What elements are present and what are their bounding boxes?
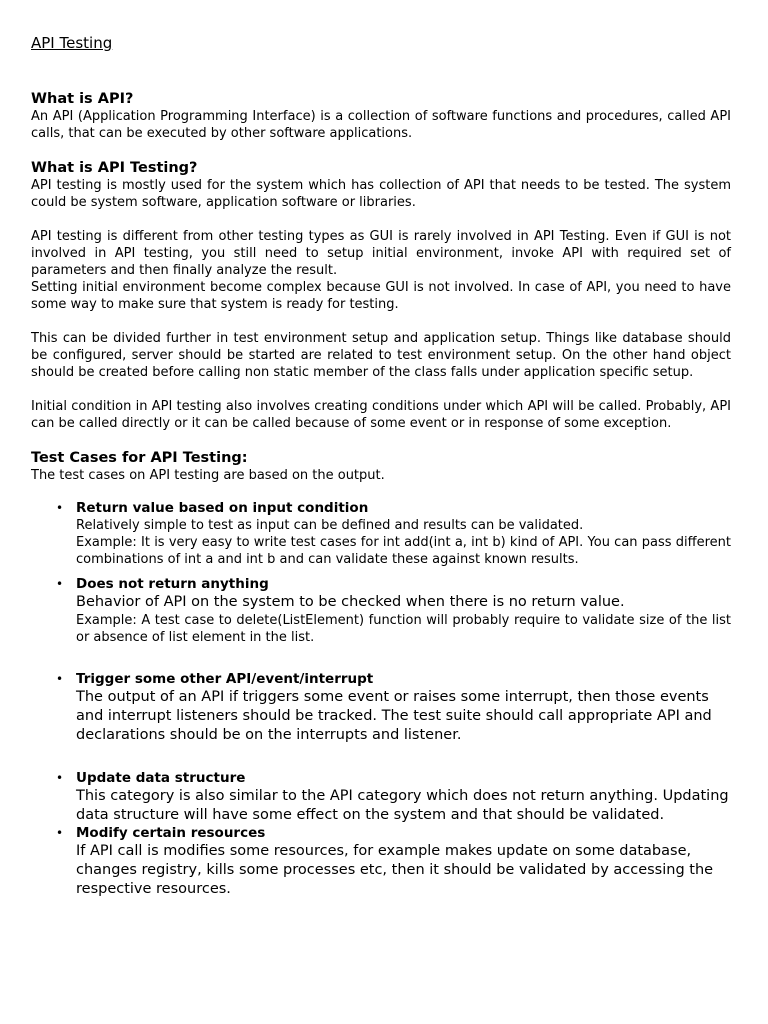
- list-item: [31, 825, 731, 899]
- test-case-list: [31, 500, 731, 899]
- paragraph-api-testing-2: API testing is different from other testing types as GUI is rarely involved in API Testing. Even if GUI is not involved in API testing, you still need to setup initial environment, invoke API with required set of parameters and then finally analyze the result.: [31, 229, 731, 278]
- list-item-description: If API call is modifies some resources, for example makes update on some database, changes registry, kills some processes etc, then it should be validated by accessing the respective resources.: [76, 843, 714, 897]
- paragraph-api-testing-4: This can be divided further in test environment setup and application setup. Things like database should be configured, server should be started are related to test environment setup. On the other hand object should be created before calling non static member of the class falls under application specific setup.: [31, 331, 731, 380]
- heading-what-is-api: What is API?: [31, 91, 134, 107]
- heading-what-is-api-testing: What is API Testing?: [31, 160, 198, 176]
- list-item-description: Behavior of API on the system to be checked when there is no return value.: [76, 594, 625, 610]
- document-title: API Testing: [31, 34, 113, 52]
- list-item-title: Does not return anything: [76, 576, 269, 592]
- list-item: [31, 576, 731, 646]
- paragraph-test-cases-intro: The test cases on API testing are based on the output.: [31, 468, 385, 483]
- bullet: •: [56, 771, 64, 785]
- list-item: [31, 500, 731, 568]
- list-item: [31, 671, 731, 745]
- list-item-example: Example: It is very easy to write test cases for int add(int a, int b) kind of API. You can pass different combinations of int a and int b and can validate these against known results.: [76, 535, 731, 567]
- bullet: •: [56, 826, 64, 840]
- heading-test-cases: Test Cases for API Testing:: [31, 450, 248, 466]
- document-page: [31, 34, 731, 899]
- list-item-description: The output of an API if triggers some event or raises some interrupt, then those events and interrupt listeners should be tracked. The test suite should call appropriate API and declarations should be on the interrupts and listener.: [76, 689, 712, 743]
- paragraph-api-testing-3: Setting initial environment become complex because GUI is not involved. In case of API, you need to have some way to make sure that system is ready for testing.: [31, 280, 731, 312]
- list-item: [31, 770, 731, 825]
- list-item-description: This category is also similar to the API category which does not return anything. Updating data structure will have some effect on the system and that should be validated.: [76, 788, 729, 823]
- bullet: •: [56, 577, 64, 591]
- paragraph-api-testing-1: API testing is mostly used for the system which has collection of API that needs to be tested. The system could be system software, application software or libraries.: [31, 178, 731, 210]
- list-item-title: Modify certain resources: [76, 825, 266, 841]
- bullet: •: [56, 501, 64, 515]
- list-item-title: Trigger some other API/event/interrupt: [76, 671, 374, 687]
- bullet: •: [56, 672, 64, 686]
- list-item-title: Return value based on input condition: [76, 500, 369, 516]
- list-item-example: Example: A test case to delete(ListElement) function will probably require to validate size of the list or absence of list element in the list.: [76, 613, 731, 645]
- paragraph-api-definition: An API (Application Programming Interface) is a collection of software functions and procedures, called API calls, that can be executed by other software applications.: [31, 109, 731, 141]
- list-item-description: Relatively simple to test as input can be defined and results can be validated.: [76, 518, 584, 533]
- paragraph-api-testing-5: Initial condition in API testing also involves creating conditions under which API will be called. Probably, API can be called directly or it can be called because of some event or in response of some exception.: [31, 399, 731, 431]
- list-item-title: Update data structure: [76, 770, 246, 786]
